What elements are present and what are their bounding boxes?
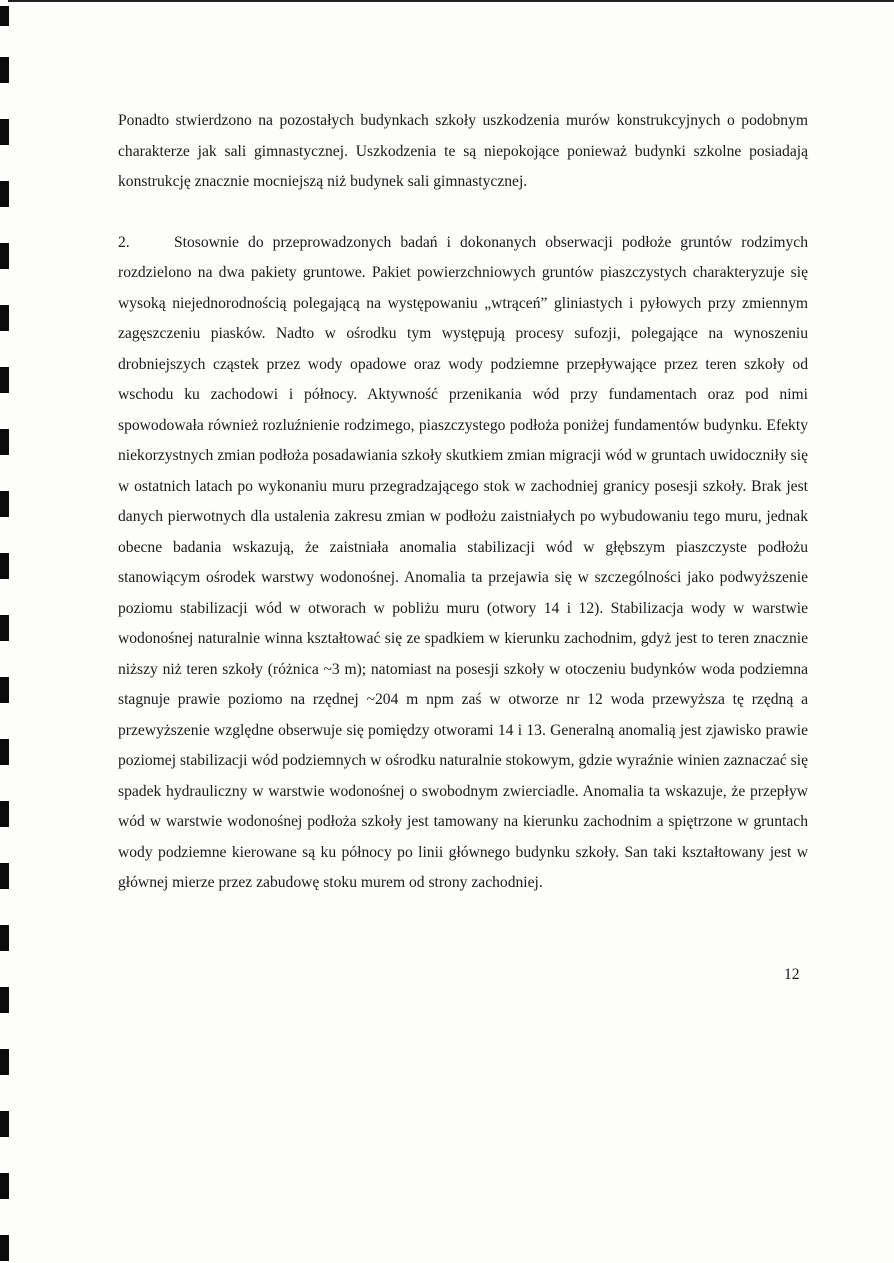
binder-hole-mark xyxy=(0,677,9,703)
binder-hole-mark xyxy=(0,925,9,951)
paragraph-school-damage: Ponadto stwierdzono na pozostałych budynkach szkoły uszkodzenia murów konstrukcyjnych o podobnym charakterze jak sali gimnastycznej. Uszkodzenia te są niepokojące ponieważ budynki szkolne posiadają konstrukcję znacznie mocniejszą niż budynek sali gimnastycznej. xyxy=(118,112,808,190)
document-body xyxy=(118,106,808,899)
paragraph-number: 2. xyxy=(118,233,130,251)
binder-hole-mark xyxy=(0,243,9,269)
binder-hole-mark xyxy=(0,1049,9,1075)
binder-hole-strip xyxy=(0,0,12,1263)
binder-hole-mark xyxy=(0,553,9,579)
binder-hole-mark xyxy=(0,615,9,641)
binder-hole-mark xyxy=(0,987,9,1013)
binder-hole-mark xyxy=(0,429,9,455)
binder-hole-mark xyxy=(0,1173,9,1199)
binder-hole-mark xyxy=(0,181,9,207)
paragraph-gap xyxy=(118,198,808,228)
binder-hole-mark xyxy=(0,1235,9,1261)
binder-hole-mark xyxy=(0,491,9,517)
scan-top-edge xyxy=(8,0,894,2)
binder-hole-mark xyxy=(0,801,9,827)
binder-hole-mark xyxy=(0,863,9,889)
binder-hole-mark xyxy=(0,367,9,393)
binder-hole-mark xyxy=(0,57,9,83)
page-number: 12 xyxy=(784,966,800,983)
binder-hole-mark xyxy=(0,119,9,145)
binder-hole-mark xyxy=(0,6,9,26)
paragraph-soil-analysis xyxy=(118,228,808,899)
binder-hole-mark xyxy=(0,305,9,331)
binder-hole-mark xyxy=(0,739,9,765)
paragraph-soil-analysis-text: Stosownie do przeprowadzonych badań i dokonanych obserwacji podłoże gruntów rodzimych rozdzielono na dwa pakiety gruntowe. Pakiet powierzchniowych gruntów piaszczystych charakteryzuje się wysoką niejednorodnością polegającą na występowaniu „wtrąceń” gliniastych i pyłowych przy zmiennym zagęszczeniu piasków. Nadto w ośrodku tym występują procesy sufozji, polegające na wynoszeniu drobniejszych cząstek przez wody opadowe oraz wody podziemne przepływające przez teren szkoły od wschodu ku zachodowi i północy. Aktywność przenikania wód przy fundamentach oraz pod nimi spowodowała również rozluźnienie rodzimego, piaszczystego podłoża poniżej fundamentów budynku. Efekty niekorzystnych zmian podłoża posadawiania szkoły skutkiem zmian migracji wód w gruntach uwidoczniły się w ostatnich latach po wykonaniu muru przegradzającego stok w zachodniej granicy posesji szkoły. Brak jest danych pierwotnych dla ustalenia zakresu zmian w podłożu zaistniałych po wybudowaniu tego muru, jednak obecne badania wskazują, że zaistniała anomalia stabilizacji wód w głębszym piaszczyste podłożu stanowiącym ośrodek warstwy wodonośnej. Anomalia ta przejawia się w szczególności jako podwyższenie poziomu stabilizacji wód w otworach w pobliżu muru (otwory 14 i 12). Stabilizacja wody w warstwie wodonośnej naturalnie winna kształtować się ze spadkiem w kierunku zachodnim, gdyż jest to teren znacznie niższy niż teren szkoły (różnica ~3 m); natomiast na posesji szkoły w otoczeniu budynków woda podziemna stagnuje prawie poziomo na rzędnej ~204 m npm zaś w otworze nr 12 woda przewyższa tę rzędną a przewyższenie względne obserwuje się pomiędzy otworami 14 i 13. Generalną anomalią jest zjawisko prawie poziomej stabilizacji wód podziemnych w ośrodku naturalnie stokowym, gdzie wyraźnie winien zaznaczać się spadek hydrauliczny w warstwie wodonośnej o swobodnym zwierciadle. Anomalia ta wskazuje, że przepływ wód w warstwie wodonośnej podłoża szkoły jest tamowany na kierunku zachodnim a spiętrzone w gruntach wody podziemne kierowane są ku północy po linii głównego budynku szkoły. San taki kształtowany jest w głównej mierze przez zabudowę stoku murem od strony zachodniej. xyxy=(118,233,808,891)
binder-hole-mark xyxy=(0,1111,9,1137)
